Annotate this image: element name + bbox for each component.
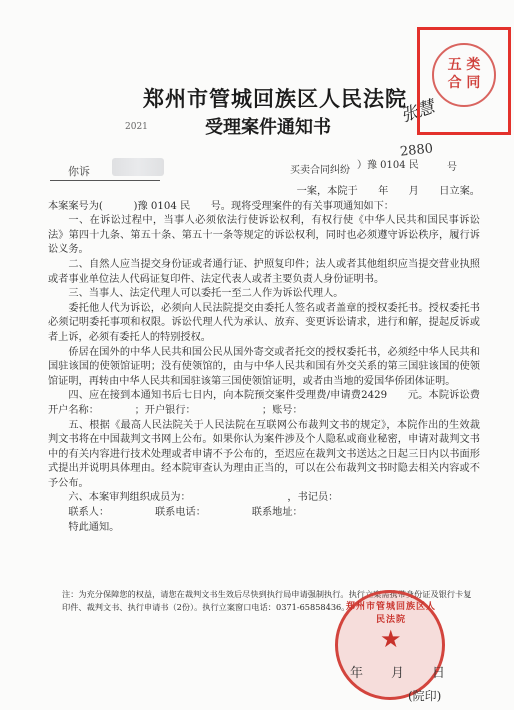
document-title: 受理案件通知书	[205, 117, 331, 138]
filing-date-line: 一案，本院于 年 月 日立案。	[296, 186, 480, 197]
item-3-agents: 三、当事人、法定代理人可以委托一至二人作为诉讼代理人。	[68, 288, 344, 300]
closing-line: 特此通知。	[68, 521, 120, 533]
case-cause: 买卖合同纠纷	[290, 165, 350, 176]
court-seal-label: (院印)	[408, 689, 442, 703]
case-number-line: 本案案号为( )豫 0104 民 号。现将受理案件的有关事项通知如下：	[48, 200, 394, 212]
year-label: 2021	[125, 122, 148, 132]
court-name: 郑州市管城回族区人民法院	[143, 86, 407, 111]
item-5-publication: 五、根据《最高人民法院关于人民法院在互联网公布裁判文书的规定》，本院作出的生效裁判文书将在中国裁判文书网上公布。如果你认为案件涉及个人隐私或商业秘密，申请对裁判文书中的有关内容进行技术处理或者申请不予公布的，至迟应在裁判文书送达之日起三日内以书面形式提出并说明具体理由。经本院审查认为理由正当的，可以在公布裁判文书时隐去相关内容或不予公布。	[48, 419, 480, 489]
issue-date: 年月日	[350, 666, 474, 681]
item-6-panel: 六、本案审判组织成员为： ，书记员：	[68, 492, 339, 504]
court-seal-ring-text: 郑州市管城回族区人民法院	[346, 602, 437, 625]
court-seal	[335, 590, 445, 700]
contract-stamp-line1: 五 类	[447, 57, 481, 73]
court-seal-star: ★	[380, 625, 402, 653]
contract-stamp	[432, 43, 496, 107]
notice-body	[48, 185, 480, 535]
item-3-entrust: 委托他人代为诉讼，必须向人民法院提交由委托人签名或者盖章的授权委托书。授权委托书必须记明委托事项和权限。诉讼代理人代为承认、放弃、变更诉讼请求，进行和解，提起反诉或者上诉，必须有委托人的特别授权。	[48, 302, 480, 343]
item-2-identity: 二、自然人应当提交身份证或者通行证、护照复印件；法人或者其他组织应当提交营业执照或者事业单位法人代码证复印件、法定代表人或者主要负责人身份证明书。	[48, 258, 480, 285]
contract-stamp-line2: 合 同	[447, 75, 481, 91]
handwritten-case-number: 2880	[399, 141, 434, 160]
case-number: ）豫 0104 民	[357, 160, 419, 171]
item-1-rights: 一、在诉讼过程中，当事人必须依法行使诉讼权利，有权行使《中华人民共和国民事诉讼法》第四十九条、第五十条、第五十一条等规定的诉讼权利，同时也必须遵守诉讼秩序，履行诉讼义务。	[48, 215, 480, 256]
handwritten-signature: 张慧	[398, 97, 438, 127]
redacted-name	[112, 158, 164, 176]
item-3-overseas: 侨居在国外的中华人民共和国公民从国外寄交或者托交的授权委托书，必须经中华人民共和国驻该国的使领馆证明；没有使领馆的，由与中华人民共和国有外交关系的第三国驻该国的使领馆证明，再转由中华人民共和国驻该第三国使领馆证明，或者由当地的爱国华侨团体证明。	[48, 346, 480, 387]
addressee-prefix: 你诉	[68, 165, 90, 178]
contact-line: 联系人： 联系电话： 联系地址：	[68, 507, 303, 519]
case-number-suffix: 号	[447, 162, 457, 173]
addressee-underline	[50, 180, 160, 181]
footnote: 注：为充分保障您的权益，请您在裁判文书生效后尽快到执行局申请强制执行。执行立案需携带身份证及银行卡复印件、裁判文书、执行申请书（2份）。执行立案窗口电话：0371-65858436。	[62, 589, 472, 612]
item-4-fees: 四、应在接到本通知书后七日内，向本院预交案件受理费/申请费2429 元。本院诉讼费开户名称： ；开户银行： ；账号：	[48, 390, 480, 416]
